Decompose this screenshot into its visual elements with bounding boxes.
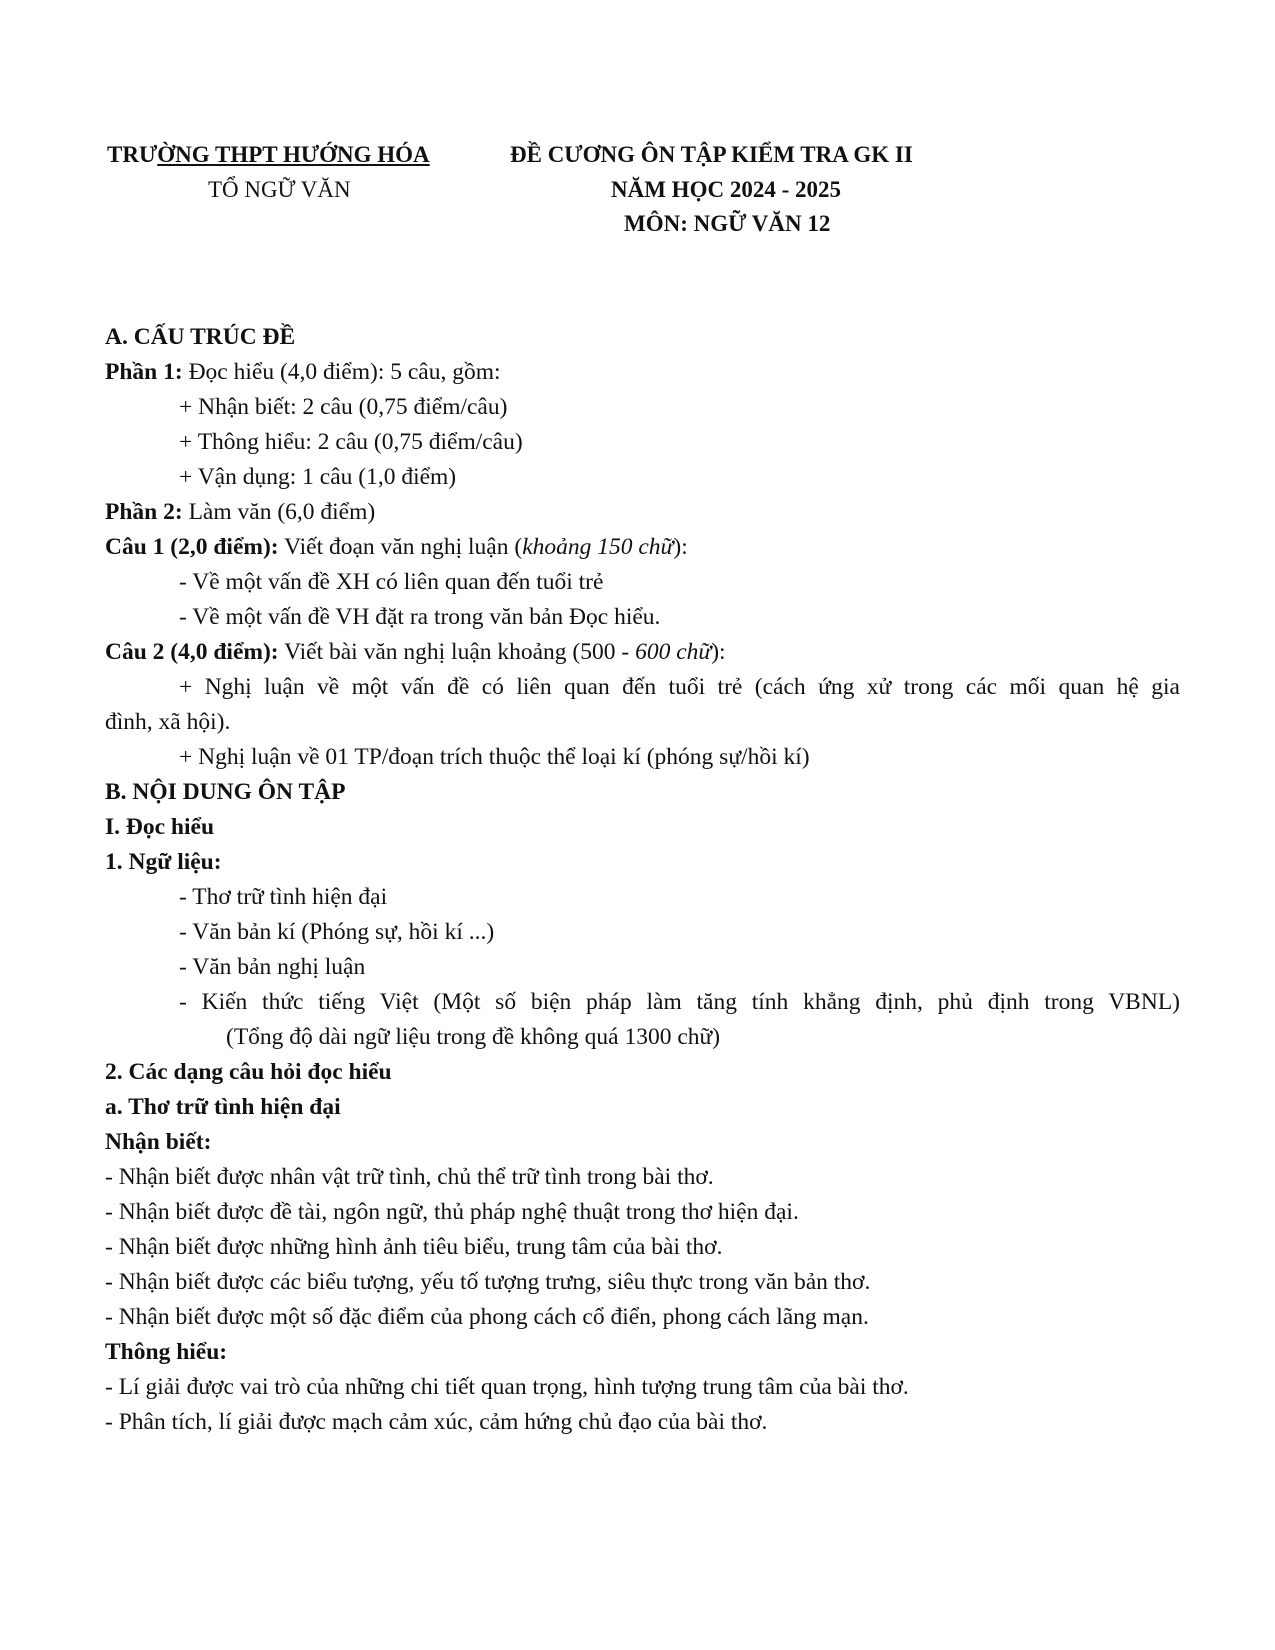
part2-text: Làm văn (6,0 điểm) [182, 499, 376, 525]
question1-item: - Về một vấn đề XH có liên quan đến tuổi trẻ [179, 569, 604, 595]
section-a-heading: A. CẤU TRÚC ĐỀ [105, 324, 296, 350]
understanding-item: - Lí giải được vai trò của những chi tiết quan trọng, hình tượng trung tâm của bài thơ. [105, 1374, 909, 1400]
materials-note: (Tổng độ dài ngữ liệu trong đề không quá 1300 chữ) [226, 1024, 721, 1050]
material-item: - Kiến thức tiếng Việt (Một số biện pháp làm tăng tính khẳng định, phủ định trong VBNL) [179, 989, 1180, 1015]
question2-line [105, 635, 1180, 670]
part1-item: + Thông hiểu: 2 câu (0,75 điểm/câu) [179, 429, 523, 455]
part1-item: + Nhận biết: 2 câu (0,75 điểm/câu) [179, 394, 508, 420]
document-title: ĐỀ CƯƠNG ÔN TẬP KIỂM TRA GK II [510, 142, 913, 167]
recognition-item: - Nhận biết được các biểu tượng, yếu tố tượng trưng, siêu thực trong văn bản thơ. [105, 1269, 871, 1295]
understanding-item: - Phân tích, lí giải được mạch cảm xúc, cảm hứng chủ đạo của bài thơ. [105, 1409, 768, 1435]
part1-label: Phần 1: [105, 359, 183, 385]
part2-label: Phần 2: [105, 499, 183, 525]
question1-text-a: Viết đoạn văn nghị luận ( [278, 534, 523, 560]
school-name-prefix: TRƯ [107, 142, 158, 167]
school-name [107, 141, 430, 169]
question2-text-a: Viết bài văn nghị luận khoảng (500 - [278, 639, 636, 665]
recognition-item: - Nhận biết được một số đặc điểm của phong cách cổ điển, phong cách lãng mạn. [105, 1304, 869, 1330]
recognition-item: - Nhận biết được nhân vật trữ tình, chủ thể trữ tình trong bài thơ. [105, 1164, 714, 1190]
material-item: - Thơ trữ tình hiện đại [179, 884, 388, 910]
question-types-heading: 2. Các dạng câu hỏi đọc hiểu [105, 1059, 392, 1085]
question1-label: Câu 1 (2,0 điểm): [105, 534, 279, 560]
materials-heading: 1. Ngữ liệu: [105, 849, 222, 875]
recognition-item: - Nhận biết được đề tài, ngôn ngữ, thủ pháp nghệ thuật trong thơ hiện đại. [105, 1199, 799, 1225]
part1-line [105, 355, 1180, 390]
question2-item: + Nghị luận về 01 TP/đoạn trích thuộc thể loại kí (phóng sự/hồi kí) [179, 744, 810, 770]
understanding-heading: Thông hiểu: [105, 1339, 228, 1365]
question2-label: Câu 2 (4,0 điểm): [105, 639, 279, 665]
recognition-heading: Nhận biết: [105, 1129, 212, 1155]
department-name: TỔ NGỮ VĂN [208, 177, 351, 202]
subsection-reading-heading: I. Đọc hiểu [105, 814, 215, 840]
question1-item: - Về một vấn đề VH đặt ra trong văn bản Đọc hiểu. [179, 604, 661, 630]
part1-text: Đọc hiểu (4,0 điểm): 5 câu, gồm: [182, 359, 501, 385]
school-year: NĂM HỌC 2024 - 2025 [611, 177, 841, 202]
school-name-text [107, 142, 430, 167]
question1-line [105, 530, 1180, 565]
document-body [105, 320, 1180, 1440]
question1-text-b: ): [673, 534, 688, 560]
question2-text-b: ): [711, 639, 726, 665]
question1-text-italic: khoảng 150 chữ [522, 534, 674, 560]
section-b-heading: B. NỘI DUNG ÔN TẬP [105, 779, 346, 805]
part2-line [105, 495, 1180, 530]
subject-title: MÔN: NGỮ VĂN 12 [624, 211, 831, 236]
question2-item-line1: + Nghị luận về một vấn đề có liên quan đến tuổi trẻ (cách ứng xử trong các mối quan hệ gia [179, 674, 1180, 700]
question2-text-italic: 600 chữ [635, 639, 712, 665]
material-item: - Văn bản nghị luận [179, 954, 366, 980]
question2-item-line2: đình, xã hội). [105, 709, 231, 735]
school-name-underlined: ỜNG THPT HƯỚNG HÓA [157, 142, 430, 167]
material-item: - Văn bản kí (Phóng sự, hồi kí ...) [179, 919, 495, 945]
recognition-item: - Nhận biết được những hình ảnh tiêu biểu, trung tâm của bài thơ. [105, 1234, 723, 1260]
lyric-poetry-heading: a. Thơ trữ tình hiện đại [105, 1094, 341, 1120]
part1-item: + Vận dụng: 1 câu (1,0 điểm) [179, 464, 457, 490]
